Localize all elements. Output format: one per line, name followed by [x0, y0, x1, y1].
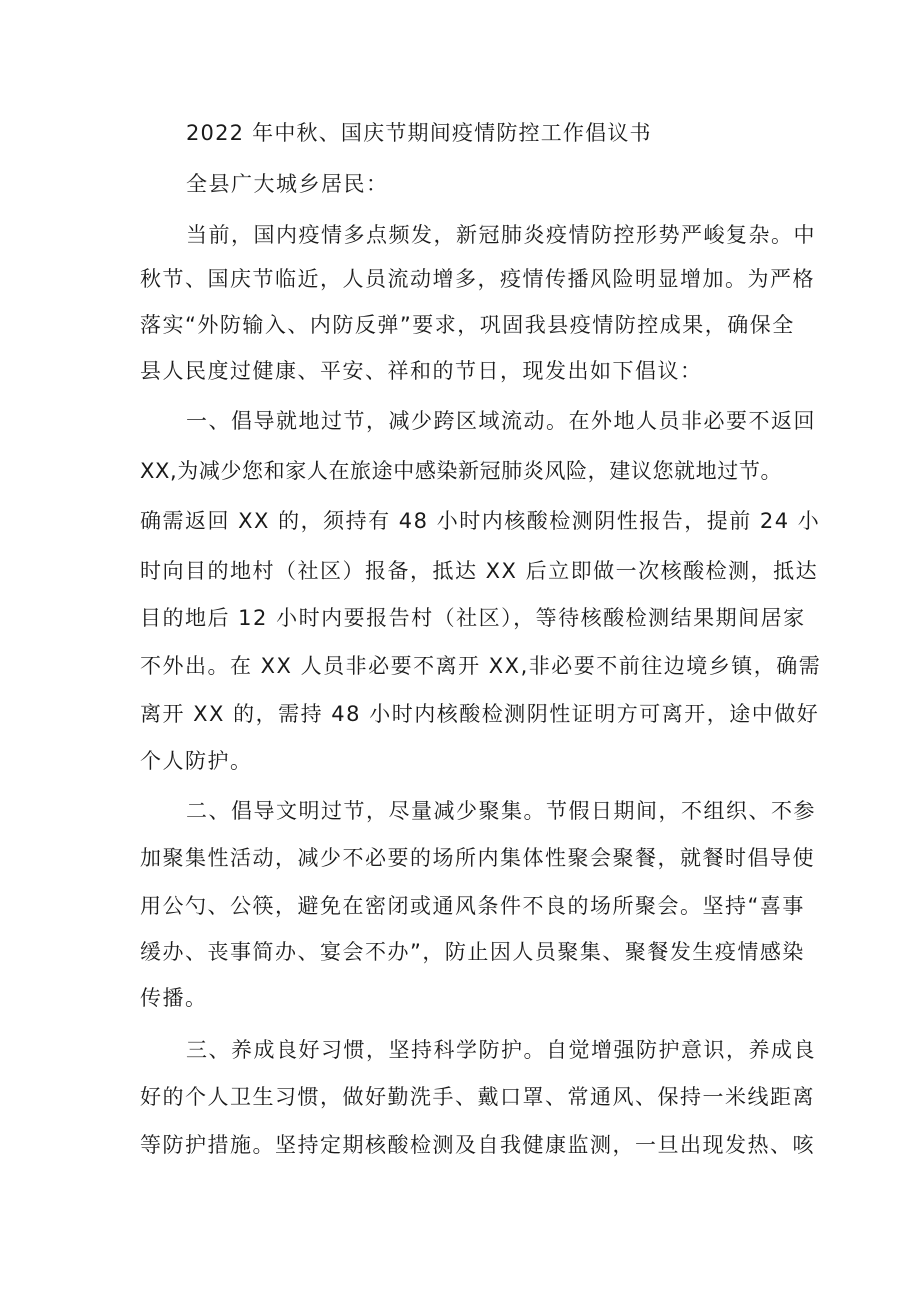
- section2-line-1: 二、倡导文明过节，尽量减少聚集。节假日期间，不组织、不参: [186, 799, 816, 823]
- section1-line-8: 个人防护。: [140, 749, 253, 773]
- intro-line-1: 当前，国内疫情多点频发，新冠肺炎疫情防控形势严峻复杂。中: [186, 223, 816, 247]
- section2-line-5: 传播。: [140, 986, 208, 1010]
- section2-line-3: 用公勺、公筷，避免在密闭或通风条件不良的场所聚会。坚持“喜事: [140, 894, 805, 918]
- section1-line-1: 一、倡导就地过节，减少跨区域流动。在外地人员非必要不返回: [186, 409, 816, 433]
- intro-line-4: 县人民度过健康、平安、祥和的节日，现发出如下倡议：: [140, 359, 703, 383]
- intro-line-3: 落实“外防输入、内防反弹”要求，巩固我县疫情防控成果，确保全: [140, 313, 795, 337]
- salutation: 全县广大城乡居民：: [186, 172, 389, 196]
- section3-line-1: 三、养成良好习惯，坚持科学防护。自觉增强防护意识，养成良: [186, 1038, 816, 1062]
- section1-line-6: 不外出。在 XX 人员非必要不离开 XX,非必要不前往边境乡镇，确需: [140, 654, 822, 678]
- section1-line-4: 时向目的地村（社区）报备，抵达 XX 后立即做一次核酸检测，抵达: [140, 559, 819, 583]
- document-title: 2022 年中秋、国庆节期间疫情防控工作倡议书: [186, 121, 652, 145]
- section2-line-2: 加聚集性活动，减少不必要的场所内集体性聚会聚餐，就餐时倡导使: [140, 846, 815, 870]
- intro-line-2: 秋节、国庆节临近，人员流动增多，疫情传播风险明显增加。为严格: [140, 267, 815, 291]
- section1-line-5: 目的地后 12 小时内要报告村（社区），等待核酸检测结果期间居家: [140, 606, 806, 630]
- section1-line-3: 确需返回 XX 的，须持有 48 小时内核酸检测阴性报告，提前 24 小: [140, 509, 821, 533]
- section3-line-3: 等防护措施。坚持定期核酸检测及自我健康监测，一旦出现发热、咳: [140, 1133, 815, 1157]
- section2-line-4: 缓办、丧事简办、宴会不办”，防止因人员聚集、聚餐发生疫情感染: [140, 940, 805, 964]
- section1-line-2: XX,为减少您和家人在旅途中感染新冠肺炎风险，建议您就地过节。: [140, 459, 783, 483]
- section3-line-2: 好的个人卫生习惯，做好勤洗手、戴口罩、常通风、保持一米线距离: [140, 1085, 815, 1109]
- section1-line-7: 离开 XX 的，需持 48 小时内核酸检测阴性证明方可离开，途中做好: [140, 702, 820, 726]
